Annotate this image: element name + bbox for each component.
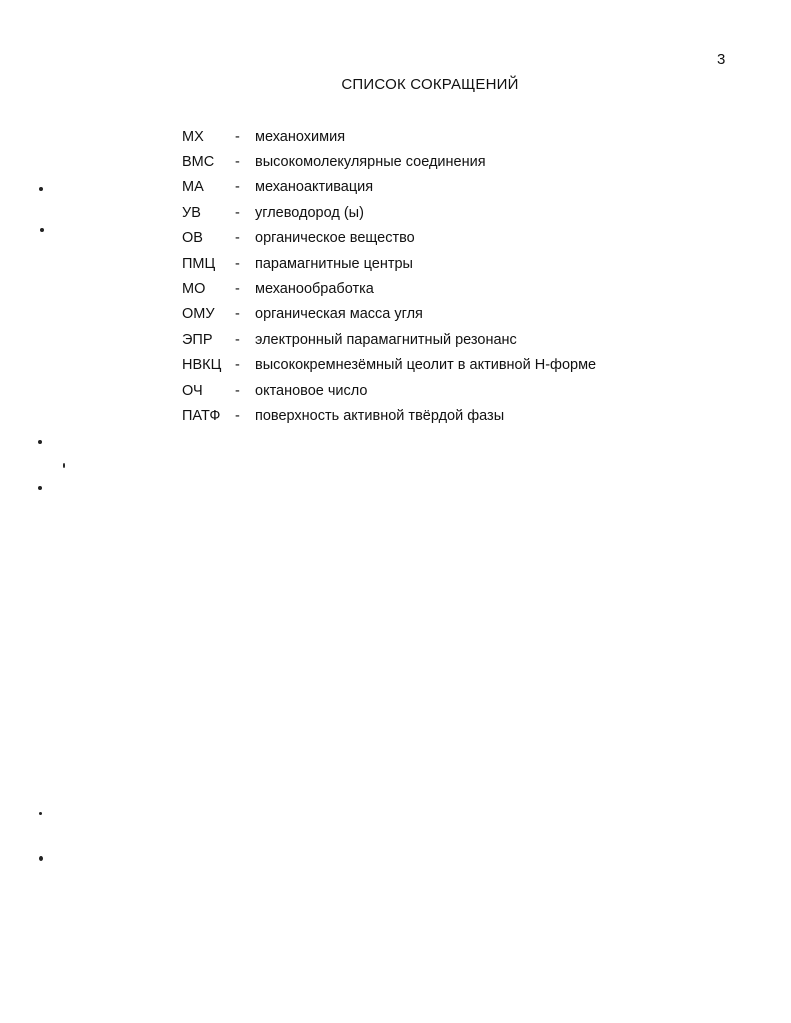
abbreviation-dash: - bbox=[235, 281, 240, 298]
abbreviation-term: МА bbox=[182, 179, 204, 196]
abbreviation-definition: механохимия bbox=[255, 128, 346, 145]
scan-speck bbox=[38, 440, 42, 444]
abbreviation-term: УВ bbox=[182, 204, 201, 221]
abbreviation-term: ОЧ bbox=[182, 382, 203, 399]
abbreviation-definition: парамагнитные центры bbox=[255, 255, 413, 272]
abbreviation-dash: - bbox=[235, 154, 240, 171]
abbreviation-dash: - bbox=[235, 407, 240, 424]
abbreviation-term: ОВ bbox=[182, 230, 203, 247]
abbreviation-dash: - bbox=[235, 357, 240, 374]
abbreviation-definition: поверхность активной твёрдой фазы bbox=[255, 407, 505, 424]
abbreviation-dash: - bbox=[235, 128, 240, 145]
list-item bbox=[182, 378, 596, 403]
list-item bbox=[182, 226, 596, 251]
scan-speck bbox=[39, 187, 43, 191]
list-item bbox=[182, 353, 596, 378]
abbreviation-term: ВМС bbox=[182, 154, 215, 171]
abbreviation-term: МО bbox=[182, 281, 206, 298]
abbreviation-definition: органическое вещество bbox=[255, 230, 415, 247]
abbreviation-definition: углеводород (ы) bbox=[255, 204, 364, 221]
abbreviation-definition: электронный парамагнитный резонанс bbox=[255, 331, 517, 348]
page-title: СПИСОК СОКРАЩЕНИЙ bbox=[341, 76, 519, 93]
abbreviation-dash: - bbox=[235, 382, 240, 399]
abbreviation-term: ПАТФ bbox=[182, 407, 221, 424]
abbreviation-dash: - bbox=[235, 179, 240, 196]
scan-speck bbox=[39, 856, 43, 861]
abbreviation-definition: механообработка bbox=[255, 281, 374, 298]
scan-speck bbox=[39, 812, 42, 815]
scan-speck bbox=[40, 228, 44, 232]
abbreviation-dash: - bbox=[235, 204, 240, 221]
abbreviation-definition: высокомолекулярные соединения bbox=[255, 154, 486, 171]
abbreviation-term: НВКЦ bbox=[182, 357, 222, 374]
list-item bbox=[182, 276, 596, 301]
list-item bbox=[182, 327, 596, 352]
abbreviation-dash: - bbox=[235, 255, 240, 272]
abbreviation-definition: октановое число bbox=[255, 382, 368, 399]
abbreviation-term: ОМУ bbox=[182, 306, 215, 323]
abbreviation-term: ЭПР bbox=[182, 331, 213, 348]
page-number: 3 bbox=[717, 51, 726, 68]
scan-speck bbox=[38, 486, 42, 490]
abbreviation-definition: механоактивация bbox=[255, 179, 374, 196]
list-item bbox=[182, 403, 596, 428]
abbreviation-list bbox=[182, 124, 596, 429]
abbreviation-dash: - bbox=[235, 331, 240, 348]
abbreviation-dash: - bbox=[235, 306, 240, 323]
abbreviation-term: МХ bbox=[182, 128, 204, 145]
abbreviation-term: ПМЦ bbox=[182, 255, 216, 272]
list-item bbox=[182, 124, 596, 149]
list-item bbox=[182, 302, 596, 327]
list-item bbox=[182, 200, 596, 225]
list-item bbox=[182, 175, 596, 200]
list-item bbox=[182, 149, 596, 174]
abbreviation-dash: - bbox=[235, 230, 240, 247]
list-item bbox=[182, 251, 596, 276]
abbreviation-definition: органическая масса угля bbox=[255, 306, 423, 323]
abbreviation-definition: высококремнезёмный цеолит в активной Н-форме bbox=[255, 357, 597, 374]
scan-speck bbox=[63, 463, 65, 468]
